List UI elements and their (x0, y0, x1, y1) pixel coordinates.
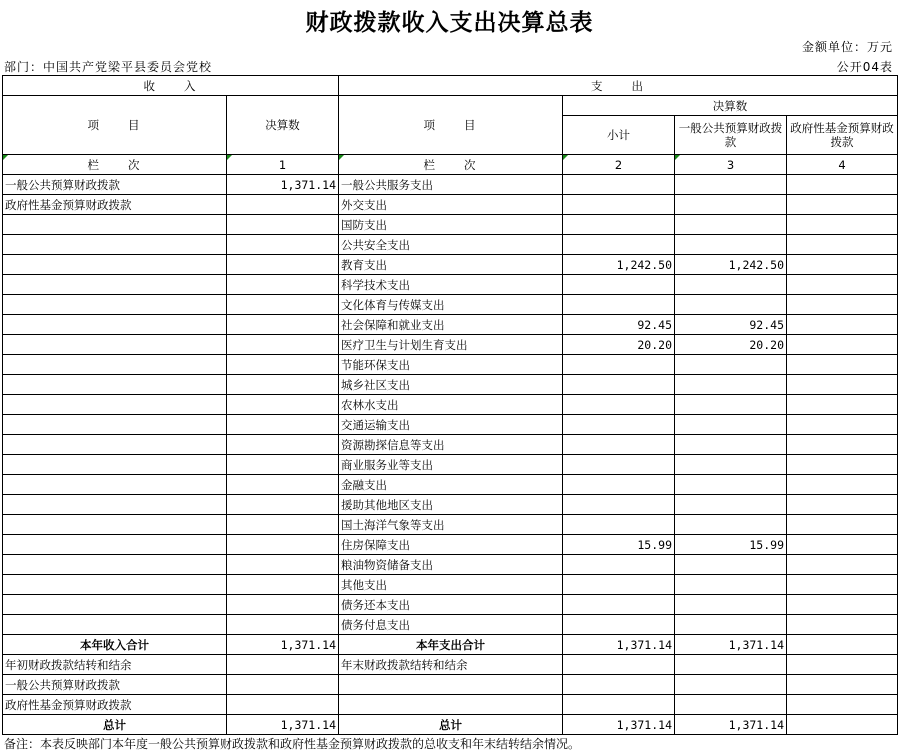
subtotal-cell (563, 595, 675, 615)
subtotal-cell (563, 455, 675, 475)
general-budget-cell (675, 435, 787, 455)
column-index-row (3, 155, 898, 175)
income-amount-cell (227, 315, 339, 335)
fund-budget-cell (787, 595, 898, 615)
subtotal-cell: 20.20 (563, 335, 675, 355)
income-amount-cell (227, 595, 339, 615)
expense-item-cell: 社会保障和就业支出 (339, 315, 563, 335)
general-budget-cell (675, 675, 787, 695)
general-budget-cell (675, 295, 787, 315)
amount-unit: 金额单位：万元 (801, 40, 893, 54)
subtotal-cell: 92.45 (563, 315, 675, 335)
general-budget-cell (675, 515, 787, 535)
table-row (3, 215, 898, 235)
general-budget-cell: 1,371.14 (675, 715, 787, 735)
expense-header: 支 出 (339, 76, 898, 96)
fund-budget-cell (787, 315, 898, 335)
subtotal-cell (563, 355, 675, 375)
juesuan-group-header: 决算数 (563, 96, 898, 116)
fund-budget-cell (787, 355, 898, 375)
general-budget-cell (675, 175, 787, 195)
fund-budget-cell (787, 235, 898, 255)
general-budget-cell (675, 575, 787, 595)
income-amount-cell (227, 235, 339, 255)
income-item-cell (3, 215, 227, 235)
fund-budget-header: 政府性基金预算财政拨款 (787, 116, 898, 155)
fund-budget-cell (787, 455, 898, 475)
income-amount-cell (227, 215, 339, 235)
expense-item-cell: 教育支出 (339, 255, 563, 275)
general-budget-cell: 1,371.14 (675, 635, 787, 655)
general-budget-cell (675, 375, 787, 395)
expense-item-cell (339, 675, 563, 695)
table-row (3, 415, 898, 435)
income-amount-cell (227, 475, 339, 495)
fund-budget-cell (787, 415, 898, 435)
income-amount-cell (227, 535, 339, 555)
fund-budget-cell (787, 655, 898, 675)
income-item-cell (3, 315, 227, 335)
expense-item-cell: 商业服务业等支出 (339, 455, 563, 475)
general-budget-cell (675, 695, 787, 715)
header-row-sections (3, 76, 898, 96)
income-header: 收 入 (3, 76, 339, 96)
table-row (3, 175, 898, 195)
fund-budget-cell (787, 255, 898, 275)
income-amount-cell: 1,371.14 (227, 175, 339, 195)
expense-item-cell: 本年支出合计 (339, 635, 563, 655)
subtotal-cell: 1,242.50 (563, 255, 675, 275)
table-row (3, 715, 898, 735)
table-row (3, 195, 898, 215)
fund-budget-cell (787, 515, 898, 535)
general-budget-cell: 1,242.50 (675, 255, 787, 275)
fund-budget-cell (787, 675, 898, 695)
expense-item-cell: 其他支出 (339, 575, 563, 595)
table-row (3, 295, 898, 315)
fund-budget-cell (787, 535, 898, 555)
income-item-cell (3, 495, 227, 515)
income-item-cell (3, 275, 227, 295)
income-item-cell (3, 455, 227, 475)
general-budget-cell (675, 235, 787, 255)
general-budget-cell (675, 495, 787, 515)
table-row (3, 515, 898, 535)
expense-item-cell: 国防支出 (339, 215, 563, 235)
page-title: 财政拨款收入支出决算总表 (305, 9, 594, 36)
income-item-cell (3, 475, 227, 495)
table-row (3, 555, 898, 575)
expense-item-cell: 年末财政拨款结转和结余 (339, 655, 563, 675)
col-index-1: 1 (227, 155, 339, 175)
expense-item-cell: 总计 (339, 715, 563, 735)
income-amount-cell (227, 415, 339, 435)
subtotal-cell (563, 655, 675, 675)
general-budget-cell: 20.20 (675, 335, 787, 355)
fund-budget-cell (787, 495, 898, 515)
subtotal-cell (563, 575, 675, 595)
department-label: 部门：中国共产党梁平县委员会党校 (4, 60, 213, 74)
expense-item-cell: 城乡社区支出 (339, 375, 563, 395)
fund-budget-cell (787, 555, 898, 575)
subtotal-cell (563, 615, 675, 635)
general-budget-cell (675, 595, 787, 615)
income-item-cell: 年初财政拨款结转和结余 (3, 655, 227, 675)
subtotal-cell (563, 695, 675, 715)
general-budget-cell (675, 215, 787, 235)
subtotal-cell (563, 295, 675, 315)
general-budget-cell (675, 455, 787, 475)
table-row (3, 375, 898, 395)
general-budget-cell (675, 555, 787, 575)
fund-budget-cell (787, 295, 898, 315)
table-row (3, 635, 898, 655)
general-budget-cell (675, 655, 787, 675)
income-item-cell (3, 575, 227, 595)
fund-budget-cell (787, 575, 898, 595)
col-index-2: 2 (563, 155, 675, 175)
expense-item-cell: 援助其他地区支出 (339, 495, 563, 515)
lanci-label: 栏 次 (3, 155, 227, 175)
income-amount-cell (227, 435, 339, 455)
fund-budget-cell (787, 435, 898, 455)
income-amount-cell: 1,371.14 (227, 635, 339, 655)
expense-item-cell: 住房保障支出 (339, 535, 563, 555)
income-amount-cell (227, 335, 339, 355)
expense-item-cell: 债务还本支出 (339, 595, 563, 615)
income-item-cell (3, 615, 227, 635)
income-amount-cell (227, 695, 339, 715)
header-row-juesuan (3, 96, 898, 116)
subtotal-cell (563, 675, 675, 695)
table-row (3, 435, 898, 455)
table-row (3, 275, 898, 295)
table-row (3, 315, 898, 335)
fund-budget-cell (787, 475, 898, 495)
income-item-cell: 本年收入合计 (3, 635, 227, 655)
income-amount-cell (227, 375, 339, 395)
income-amount-cell (227, 275, 339, 295)
general-budget-header: 一般公共预算财政拨款 (675, 116, 787, 155)
general-budget-cell (675, 195, 787, 215)
expense-item-cell: 一般公共服务支出 (339, 175, 563, 195)
expense-item-header: 项 目 (339, 96, 563, 155)
subtotal-cell (563, 175, 675, 195)
expense-item-cell (339, 695, 563, 715)
general-budget-cell (675, 275, 787, 295)
table-row (3, 535, 898, 555)
table-row (3, 695, 898, 715)
income-amount-cell (227, 255, 339, 275)
general-budget-cell (675, 395, 787, 415)
table-row (3, 595, 898, 615)
general-budget-cell: 15.99 (675, 535, 787, 555)
income-item-cell (3, 375, 227, 395)
fund-budget-cell (787, 615, 898, 635)
fund-budget-cell (787, 395, 898, 415)
income-amount-cell (227, 355, 339, 375)
expense-item-cell: 医疗卫生与计划生育支出 (339, 335, 563, 355)
income-item-cell: 政府性基金预算财政拨款 (3, 195, 227, 215)
table-row (3, 355, 898, 375)
income-item-header: 项 目 (3, 96, 227, 155)
income-amount-cell (227, 515, 339, 535)
income-item-cell (3, 255, 227, 275)
income-item-cell (3, 235, 227, 255)
table-row (3, 455, 898, 475)
income-item-cell (3, 415, 227, 435)
income-amount-cell (227, 455, 339, 475)
income-item-cell (3, 535, 227, 555)
fund-budget-cell (787, 175, 898, 195)
subtotal-cell (563, 275, 675, 295)
col-index-4: 4 (787, 155, 898, 175)
general-budget-cell (675, 415, 787, 435)
income-amount-cell (227, 195, 339, 215)
income-item-cell: 一般公共预算财政拨款 (3, 675, 227, 695)
income-item-cell: 政府性基金预算财政拨款 (3, 695, 227, 715)
subtotal-cell: 1,371.14 (563, 635, 675, 655)
table-row (3, 675, 898, 695)
income-item-cell: 一般公共预算财政拨款 (3, 175, 227, 195)
income-amount-cell (227, 555, 339, 575)
income-amount-cell (227, 495, 339, 515)
expense-item-cell: 债务付息支出 (339, 615, 563, 635)
fund-budget-cell (787, 635, 898, 655)
table-row (3, 235, 898, 255)
income-amount-cell (227, 655, 339, 675)
income-item-cell (3, 295, 227, 315)
fund-budget-cell (787, 375, 898, 395)
income-amount-cell (227, 295, 339, 315)
form-code: 公开04表 (836, 60, 893, 74)
general-budget-cell (675, 615, 787, 635)
income-item-cell (3, 355, 227, 375)
income-item-cell (3, 335, 227, 355)
income-amount-cell (227, 615, 339, 635)
subtotal-cell: 15.99 (563, 535, 675, 555)
fund-budget-cell (787, 275, 898, 295)
expense-item-cell: 金融支出 (339, 475, 563, 495)
subtotal-cell (563, 555, 675, 575)
income-item-cell (3, 515, 227, 535)
expense-item-cell: 资源勘探信息等支出 (339, 435, 563, 455)
general-budget-cell (675, 475, 787, 495)
income-amount-cell (227, 675, 339, 695)
col-index-3: 3 (675, 155, 787, 175)
expense-item-cell: 公共安全支出 (339, 235, 563, 255)
subtotal-cell (563, 375, 675, 395)
income-amount-header: 决算数 (227, 96, 339, 155)
income-item-cell (3, 435, 227, 455)
subtotal-cell (563, 435, 675, 455)
table-row (3, 335, 898, 355)
income-amount-cell (227, 395, 339, 415)
subtotal-cell (563, 215, 675, 235)
income-item-cell: 总计 (3, 715, 227, 735)
general-budget-cell: 92.45 (675, 315, 787, 335)
expense-item-cell: 粮油物资储备支出 (339, 555, 563, 575)
lanci-label: 栏 次 (339, 155, 563, 175)
expense-item-cell: 国土海洋气象等支出 (339, 515, 563, 535)
income-item-cell (3, 555, 227, 575)
expense-item-cell: 交通运输支出 (339, 415, 563, 435)
table-row (3, 655, 898, 675)
table-row (3, 395, 898, 415)
table-row (3, 575, 898, 595)
subtotal-cell (563, 495, 675, 515)
subtotal-cell (563, 475, 675, 495)
fund-budget-cell (787, 335, 898, 355)
subtotal-cell (563, 415, 675, 435)
table-row (3, 255, 898, 275)
subtotal-cell (563, 235, 675, 255)
table-row (3, 495, 898, 515)
table-row (3, 475, 898, 495)
fund-budget-cell (787, 695, 898, 715)
subtotal-cell (563, 195, 675, 215)
subtotal-cell: 1,371.14 (563, 715, 675, 735)
expense-item-cell: 外交支出 (339, 195, 563, 215)
income-item-cell (3, 395, 227, 415)
subtotal-cell (563, 515, 675, 535)
income-amount-cell: 1,371.14 (227, 715, 339, 735)
fund-budget-cell (787, 215, 898, 235)
general-budget-cell (675, 355, 787, 375)
income-item-cell (3, 595, 227, 615)
fund-budget-cell (787, 715, 898, 735)
fiscal-appropriation-table (2, 75, 898, 735)
expense-item-cell: 节能环保支出 (339, 355, 563, 375)
fund-budget-cell (787, 195, 898, 215)
income-amount-cell (227, 575, 339, 595)
expense-item-cell: 科学技术支出 (339, 275, 563, 295)
expense-item-cell: 文化体育与传媒支出 (339, 295, 563, 315)
table-row (3, 615, 898, 635)
subtotal-cell (563, 395, 675, 415)
expense-item-cell: 农林水支出 (339, 395, 563, 415)
subtotal-header: 小计 (563, 116, 675, 155)
footnote: 备注：本表反映部门本年度一般公共预算财政拨款和政府性基金预算财政拨款的总收支和年末结转结余情况。 (4, 737, 581, 751)
